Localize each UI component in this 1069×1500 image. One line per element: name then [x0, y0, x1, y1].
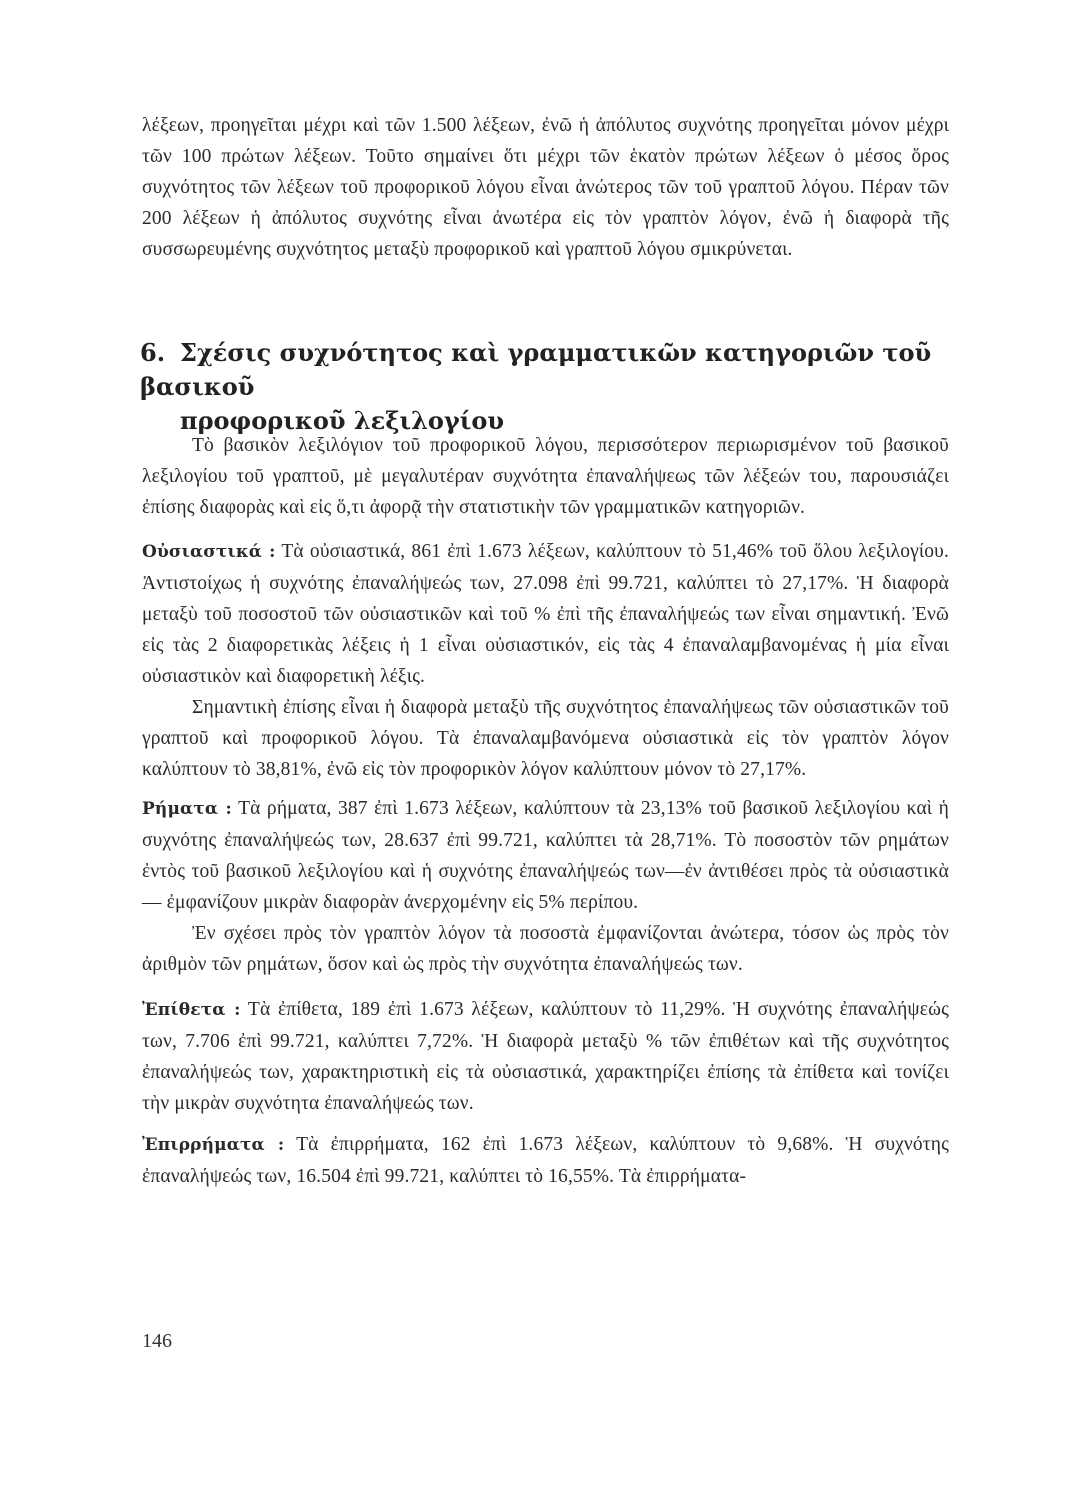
paragraph-verbs	[142, 793, 949, 918]
paragraph-adjectives	[142, 994, 949, 1119]
paragraph-basic-vocabulary: Τὸ βασικὸν λεξιλόγιον τοῦ προφορικοῦ λόγου, περισσότερον περιωρισμένον τοῦ βασικοῦ λεξιλογίου τοῦ γραπτοῦ, μὲ μεγαλυτέραν συχνότητα ἐπαναλήψεως τῶν λέξεών του, παρουσιάζει ἐπίσης διαφορὰς καὶ εἰς ὅ,τι ἀφορᾷ τὴν στατιστικὴν τῶν γραμματικῶν κατηγοριῶν.	[142, 435, 949, 518]
adverbs-label: Ἐπιρρήματα :	[142, 1135, 285, 1155]
intro-paragraph	[142, 110, 949, 265]
verbs-label: Ρήματα :	[142, 799, 232, 819]
section-heading	[140, 336, 960, 438]
section-title-line1: Σχέσις συχνότητος καὶ γραμματικῶν κατηγοριῶν τοῦ βασικοῦ	[140, 338, 932, 401]
section-body	[142, 430, 949, 1192]
paragraph-adverbs	[142, 1129, 949, 1192]
paragraph-nouns	[142, 536, 949, 692]
page-number: 146	[142, 1330, 172, 1352]
adjectives-label: Ἐπίθετα :	[142, 1000, 241, 1020]
intro-text: λέξεων, προηγεῖται μέχρι καὶ τῶν 1.500 λέξεων, ἐνῶ ἡ ἀπόλυτος συχνότης προηγεῖται μόνον μέχρι τῶν 100 πρώτων λέξεων. Τοῦτο σημαίνει ὅτι μέχρι τῶν ἑκατὸν πρώτων λέξεων ὁ μέσος ὅρος συχνότητος τῶν λέξεων τοῦ προφορικοῦ λόγου εἶναι ἀνώτερος τῶν τοῦ γραπτοῦ λόγου. Πέραν τῶν 200 λέξεων ἡ ἀπόλυτος συχνότης εἶναι ἀνωτέρα εἰς τὸν γραπτὸν λόγον, ἐνῶ ἡ διαφορὰ τῆς συσσωρευμένης συχνότητος μεταξὺ προφορικοῦ καὶ γραπτοῦ λόγου σμικρύνεται.	[142, 115, 949, 260]
adjectives-text: Τὰ ἐπίθετα, 189 ἐπὶ 1.673 λέξεων, καλύπτουν τὸ 11,29%. Ἡ συχνότης ἐπαναλήψεώς των, 7.706 ἐπὶ 99.721, καλύπτει 7,72%. Ἡ διαφορὰ μεταξὺ % τῶν ἐπιθέτων καὶ τῆς συχνότητος ἐπαναλήψεώς των, χαρακτηριστικὴ εἰς τὰ οὐσιαστικά, χαρακτηρίζει ἐπίσης τὰ ἐπίθετα καὶ τονίζει τὴν μικρὰν συχνότητα ἐπαναλήψεώς των.	[142, 999, 949, 1114]
nouns-label: Οὐσιαστικά :	[142, 542, 276, 562]
section-number: 6.	[140, 338, 166, 367]
paragraph-nouns-comparison: Σημαντικὴ ἐπίσης εἶναι ἡ διαφορὰ μεταξὺ τῆς συχνότητος ἐπαναλήψεως τῶν οὐσιαστικῶν τοῦ γραπτοῦ καὶ προφορικοῦ λόγου. Τὰ ἐπαναλαμβανόμενα οὐσιαστικὰ εἰς τὸν γραπτὸν λόγον καλύπτουν τὸ 38,81%, ἐνῶ εἰς τὸν προφορικὸν λόγον καλύπτουν μόνον τὸ 27,17%.	[142, 697, 949, 780]
nouns-text: Τὰ οὐσιαστικά, 861 ἐπὶ 1.673 λέξεων, καλύπτουν τὸ 51,46% τοῦ ὅλου λεξιλογίου. Ἀντιστοίχως ἡ συχνότης ἐπαναλήψεώς των, 27.098 ἐπὶ 99.721, καλύπτει τὸ 27,17%. Ἡ διαφορὰ μεταξὺ τοῦ ποσοστοῦ τῶν οὐσιαστικῶν καὶ τοῦ % ἐπὶ τῆς ἐπαναλήψεώς των εἶναι σημαντική. Ἐνῶ εἰς τὰς 2 διαφορετικὰς λέξεις ἡ 1 εἶναι οὐσιαστικόν, εἰς τὰς 4 ἐπαναλαμβανομένας ἡ μία εἶναι οὐσιαστικὸν καὶ διαφορετικὴ λέξις.	[142, 541, 949, 687]
adverbs-text: Τὰ ἐπιρρήματα, 162 ἐπὶ 1.673 λέξεων, καλύπτουν τὸ 9,68%. Ἡ συχνότης ἐπαναλήψεώς των, 16.504 ἐπὶ 99.721, καλύπτει τὸ 16,55%. Τὰ ἐπιρρήματα-	[142, 1134, 949, 1187]
paragraph-verbs-comparison: Ἐν σχέσει πρὸς τὸν γραπτὸν λόγον τὰ ποσοστὰ ἐμφανίζονται ἀνώτερα, τόσον ὡς πρὸς τὸν ἀριθμὸν τῶν ρημάτων, ὅσον καὶ ὡς πρὸς τὴν συχνότητα ἐπαναλήψεώς των.	[142, 923, 949, 975]
section-title-line2: προφορικοῦ λεξιλογίου	[180, 406, 505, 435]
verbs-text: Τὰ ρήματα, 387 ἐπὶ 1.673 λέξεων, καλύπτουν τὰ 23,13% τοῦ βασικοῦ λεξιλογίου καὶ ἡ συχνότης ἐπαναλήψεώς των, 28.637 ἐπὶ 99.721, καλύπτει τὰ 28,71%. Τὸ ποσοστὸν τῶν ρημάτων ἐντὸς τοῦ βασικοῦ λεξιλογίου καὶ ἡ συχνότης ἐπαναλήψεώς των—ἐν ἀντιθέσει πρὸς τὰ οὐσιαστικὰ — ἐμφανίζουν μικρὰν διαφορὰν ἀνερχομένην εἰς 5% περίπου.	[142, 798, 949, 913]
